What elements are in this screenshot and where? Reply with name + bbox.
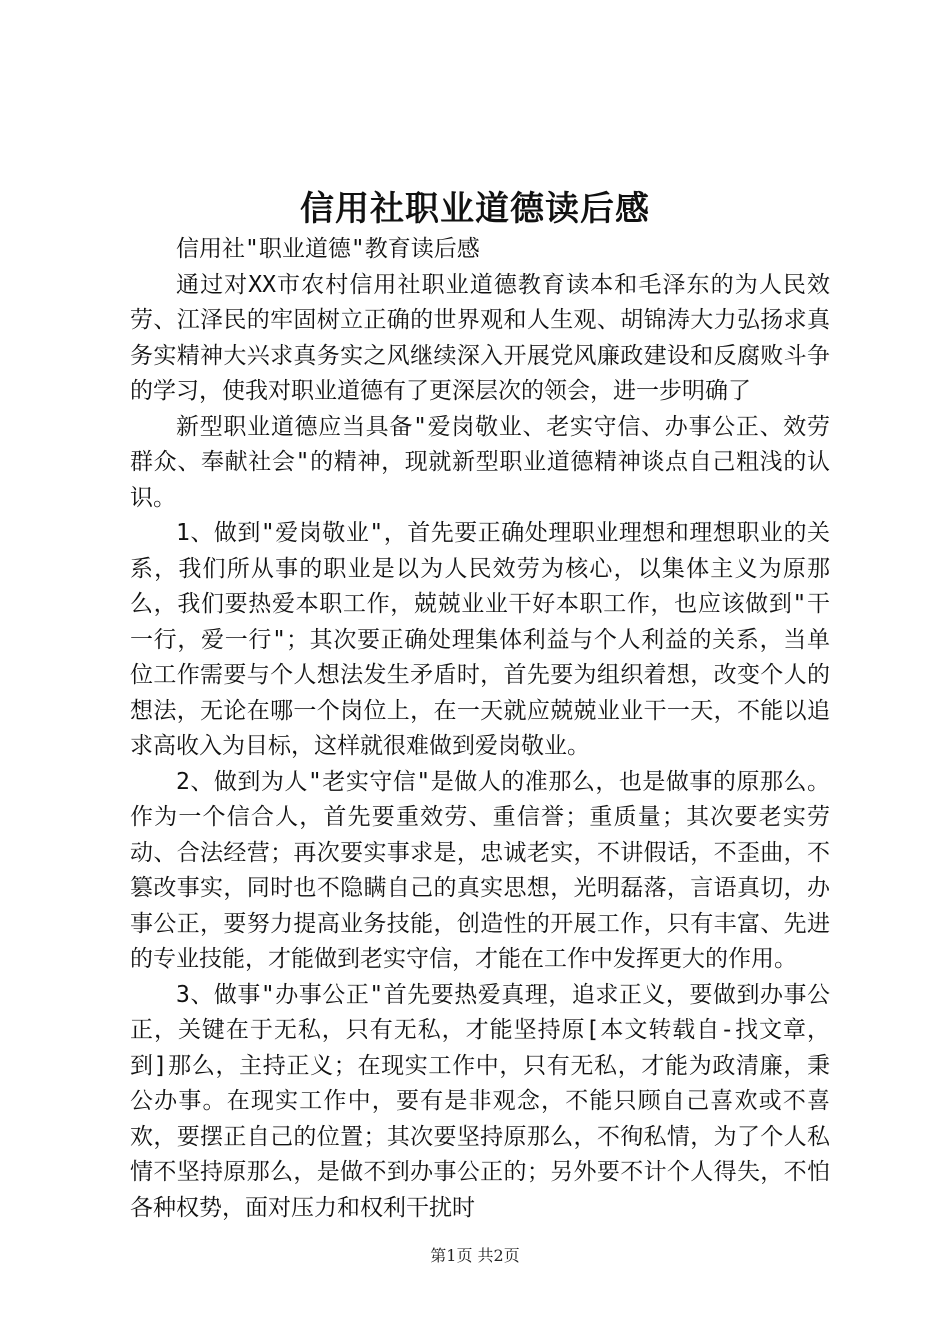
body-paragraph: 信用社"职业道德"教育读后感 [176,236,480,262]
body-paragraph: 通过对XX市农村信用社职业道德教育读本和毛泽东的为人民效劳、江泽民的牢固树立正确的世界观和人生观、胡锦涛大力弘扬求真务实精神大兴求真务实之风继续深入开展党风廉政建设和反腐败斗争的学习，使我对职业道德有了更深层次的领会，进一步明确了 [130,271,830,404]
document-title: 信用社职业道德读后感 [300,189,650,229]
document-body [130,232,830,1226]
body-paragraph: 新型职业道德应当具备"爱岗敬业、老实守信、办事公正、效劳群众、奉献社会"的精神，现就新型职业道德精神谈点自己粗浅的认识。 [130,413,830,511]
body-paragraph: 2、做到为人"老实守信"是做人的准那么，也是做事的原那么。作为一个信合人，首先要重效劳、重信誉；重质量；其次要老实劳动、合法经营；再次要实事求是，忠诚老实，不讲假话，不歪曲，不篡改事实，同时也不隐瞒自己的真实思想，光明磊落，言语真切，办事公正，要努力提高业务技能，创造性的开展工作，只有丰富、先进的专业技能，才能做到老实守信，才能在工作中发挥更大的作用。 [130,768,830,972]
body-paragraph: 1、做到"爱岗敬业"，首先要正确处理职业理想和理想职业的关系，我们所从事的职业是以为人民效劳为核心，以集体主义为原那么，我们要热爱本职工作，兢兢业业干好本职工作，也应该做到"干一行，爱一行"；其次要正确处理集体利益与个人利益的关系，当单位工作需要与个人想法发生矛盾时，首先要为组织着想，改变个人的想法，无论在哪一个岗位上，在一天就应兢兢业业干一天，不能以追求高收入为目标，这样就很难做到爱岗敬业。 [130,520,830,759]
body-paragraph: 3、做事"办事公正"首先要热爱真理，追求正义，要做到办事公正，关键在于无私，只有无私，才能坚持原[本文转载自-找文章，到]那么，主持正义；在现实工作中，只有无私，才能为政清廉，秉公办事。在现实工作中，要有是非观念，不能只顾自己喜欢或不喜欢，要摆正自己的位置；其次要坚持原那么，不徇私情，为了个人私情不坚持原那么，是做不到办事公正的；另外要不计个人得失，不怕各种权势，面对压力和权利干扰时 [130,981,830,1221]
page-number-footer: 第1页 共2页 [430,1246,520,1265]
